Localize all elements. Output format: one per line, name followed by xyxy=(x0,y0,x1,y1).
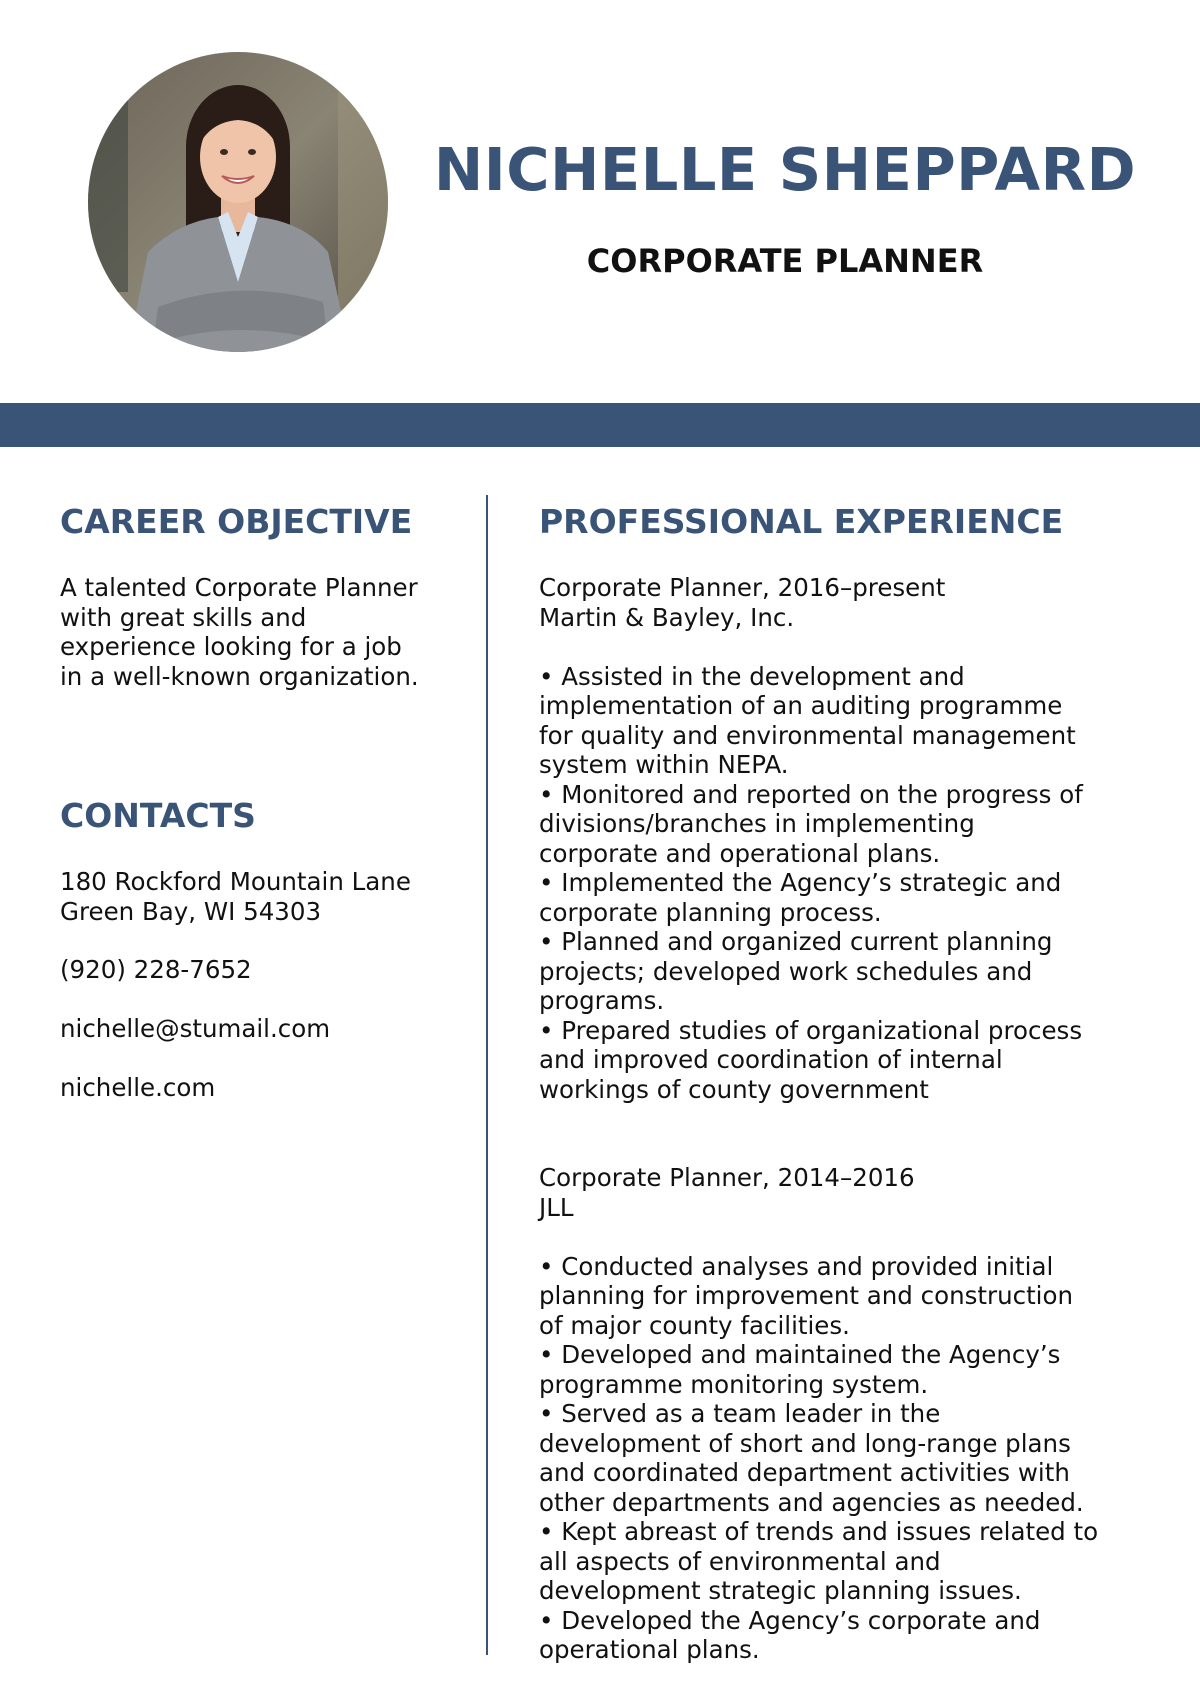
job-duty-line: corporate and operational plans. xyxy=(539,838,941,868)
contact-address xyxy=(60,867,465,926)
candidate-name: NICHELLE SHEPPARD xyxy=(433,135,1137,204)
job-duty-line: • Monitored and reported on the progress of xyxy=(539,779,1083,809)
job-duty-line: • Prepared studies of organizational process xyxy=(539,1015,1083,1045)
address-line: Green Bay, WI 54303 xyxy=(60,896,322,926)
job-duty-line: • Kept abreast of trends and issues related to xyxy=(539,1517,1099,1546)
job-duty-line: • Conducted analyses and provided initial xyxy=(539,1251,1054,1281)
experience-heading: PROFESSIONAL EXPERIENCE xyxy=(539,502,1064,541)
job-duty-line: programs. xyxy=(539,986,665,1015)
job-duty-line: • Planned and organized current planning xyxy=(539,927,1053,956)
objective-line: experience looking for a job xyxy=(60,632,402,661)
address-line: 180 Rockford Mountain Lane xyxy=(60,867,411,896)
objective-line: in a well-known organization. xyxy=(60,661,419,691)
job-duty-line: and improved coordination of internal xyxy=(539,1045,1003,1074)
website-url: nichelle.com xyxy=(60,1073,216,1102)
job-duty-line: for quality and environmental management xyxy=(539,720,1076,750)
job-duty-line: planning for improvement and construction xyxy=(539,1281,1073,1310)
job-company: JLL xyxy=(539,1192,574,1222)
career-objective-text xyxy=(60,573,465,691)
job-duty-line: • Developed and maintained the Agency’s xyxy=(539,1340,1061,1369)
contact-website xyxy=(60,1073,465,1103)
job-duty-line: system within NEPA. xyxy=(539,750,789,779)
job-duty-line: all aspects of environmental and xyxy=(539,1546,941,1576)
job-duty-line: programme monitoring system. xyxy=(539,1369,929,1399)
phone-number: (920) 228-7652 xyxy=(60,955,252,984)
job-role: Corporate Planner, 2014–2016 xyxy=(539,1163,915,1192)
job-duty-line: development strategic planning issues. xyxy=(539,1576,1022,1605)
job-duty-line: • Implemented the Agency’s strategic and xyxy=(539,868,1062,897)
portrait-illustration xyxy=(88,52,388,352)
header-divider-band xyxy=(0,403,1200,447)
job-company: Martin & Bayley, Inc. xyxy=(539,602,795,632)
objective-line: A talented Corporate Planner xyxy=(60,573,418,602)
contact-phone xyxy=(60,955,465,985)
contacts-heading: CONTACTS xyxy=(60,796,256,835)
job-duty-line: • Served as a team leader in the xyxy=(539,1399,941,1428)
objective-line: with great skills and xyxy=(60,602,307,632)
job-duty-line: operational plans. xyxy=(539,1635,760,1664)
job-duty-line: and coordinated department activities with xyxy=(539,1458,1070,1487)
job-duty-line: projects; developed work schedules and xyxy=(539,956,1033,986)
job-title: CORPORATE PLANNER xyxy=(586,242,984,280)
job-duty-line: divisions/branches in implementing xyxy=(539,809,975,838)
job-duty-line: corporate planning process. xyxy=(539,897,882,927)
job-duty-line: of major county facilities. xyxy=(539,1310,850,1340)
job-entry-1 xyxy=(539,573,1159,1104)
job-duty-line: other departments and agencies as needed. xyxy=(539,1487,1084,1517)
job-role: Corporate Planner, 2016–present xyxy=(539,573,946,602)
contact-email xyxy=(60,1014,465,1044)
profile-photo xyxy=(88,52,388,352)
job-duty-line: implementation of an auditing programme xyxy=(539,691,1063,720)
job-duty-line: workings of county government xyxy=(539,1074,929,1104)
column-divider xyxy=(486,495,488,1655)
job-duty-line: • Assisted in the development and xyxy=(539,661,965,691)
job-duty-line: development of short and long-range plans xyxy=(539,1428,1071,1458)
email-address: nichelle@stumail.com xyxy=(60,1014,331,1043)
career-objective-heading: CAREER OBJECTIVE xyxy=(60,502,413,541)
job-entry-2 xyxy=(539,1163,1159,1665)
job-duty-line: • Developed the Agency’s corporate and xyxy=(539,1605,1041,1635)
